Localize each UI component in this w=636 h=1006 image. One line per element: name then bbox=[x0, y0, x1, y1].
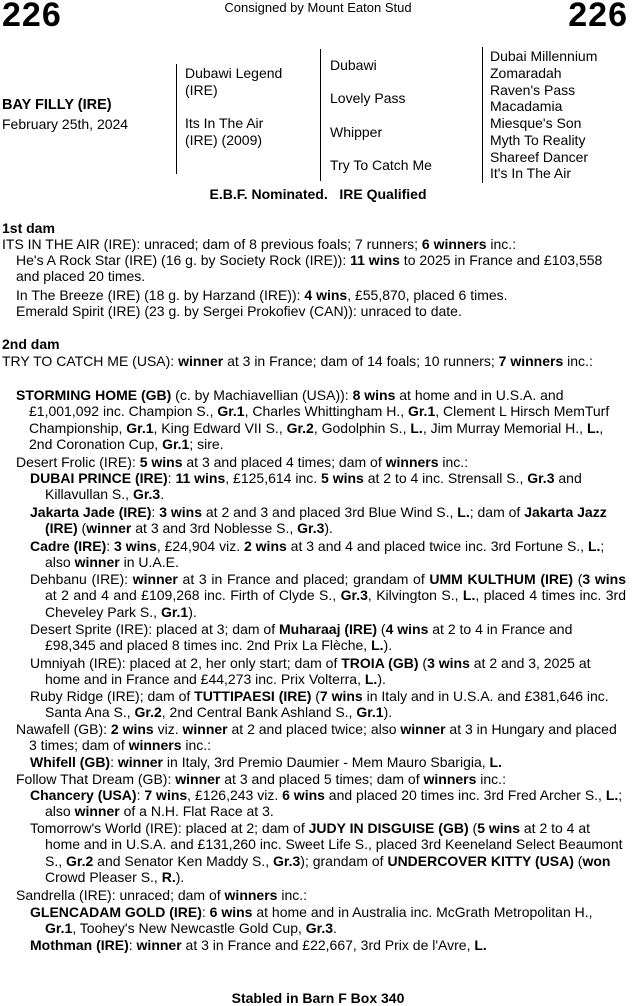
pedigree-gen3-2: Zomaradah bbox=[490, 65, 562, 81]
second-dam-para: Tomorrow's World (IRE): placed at 2; dam of JUDY IN DISGUISE (GB) (5 wins at 2 to 4 at home and in U.S.A. and £131,260 inc. Sweet Life S., placed 3rd Keeneland Select Beaumont S., Gr.2 and Senator Ken Maddy S., Gr.3); grandam of UNDERCOVER KITTY (USA) (won Crowd Pleaser S., R.). bbox=[30, 820, 623, 886]
pedigree-gen3-3: Raven's Pass bbox=[490, 82, 576, 98]
first-dam-title: 1st dam bbox=[2, 220, 55, 236]
lot-number-left: 226 bbox=[2, 0, 62, 34]
second-dam-para: Cadre (IRE): 3 wins, £24,904 viz. 2 wins at 3 and 4 and placed twice inc. 3rd Fortune S., L.; also winner in U.A.E. bbox=[30, 538, 605, 571]
pedigree-gen3-6: Myth To Reality bbox=[490, 132, 586, 148]
second-dam-para: Mothman (IRE): winner at 3 in France and £22,667, 3rd Prix de l'Avre, L. bbox=[30, 937, 487, 953]
pedigree-gen2-1: Dubawi bbox=[330, 57, 377, 73]
second-dam-para: GLENCADAM GOLD (IRE): 6 wins at home and in Australia inc. McGrath Metropolitan H., Gr.1, Toohey's New Newcastle Gold Cup, Gr.3. bbox=[30, 904, 593, 937]
second-dam-para: TRY TO CATCH ME (USA): winner at 3 in France; dam of 14 foals; 10 runners; 7 winners inc.: bbox=[2, 353, 593, 369]
first-dam-para: ITS IN THE AIR (IRE): unraced; dam of 8 previous foals; 7 runners; 6 winners inc.: bbox=[2, 236, 517, 252]
pedigree-gen2-4: Try To Catch Me bbox=[330, 157, 432, 173]
pedigree-gen3-1: Dubai Millennium bbox=[490, 48, 598, 64]
second-dam-para: Umniyah (IRE): placed at 2, her only start; dam of TROIA (GB) (3 wins at 2 and 3, 2025 at home and in France and £44,273 inc. Prix Volterra, L.). bbox=[30, 655, 591, 688]
pedigree-gen2-2: Lovely Pass bbox=[330, 90, 406, 106]
second-dam-para: Ruby Ridge (IRE); dam of TUTTIPAESI (IRE) (7 wins in Italy and in U.S.A. and £381,646 inc. Santa Ana S., Gr.2, 2nd Central Bank Ashland S., Gr.1). bbox=[30, 688, 609, 721]
pedigree-gen3-4: Macadamia bbox=[490, 98, 563, 114]
first-dam-para: In The Breeze (IRE) (18 g. by Harzand (IRE)): 4 wins, £55,870, placed 6 times. bbox=[16, 287, 508, 303]
pedigree-divider-3 bbox=[482, 47, 483, 183]
second-dam-para: Sandrella (IRE): unraced; dam of winners inc.: bbox=[16, 887, 308, 903]
second-dam-para: Dehbanu (IRE): winner at 3 in France and placed; grandam of UMM KULTHUM (IRE) (3 wins at 2 and 4 and £109,268 inc. Firth of Clyde S., Gr.3, Kilvington S., L., placed 4 times inc. 3rd Cheveley Park S., Gr.1). bbox=[30, 571, 626, 620]
second-dam-para: Follow That Dream (GB): winner at 3 and placed 5 times; dam of winners inc.: bbox=[16, 771, 506, 787]
pedigree-gen2-3: Whipper bbox=[330, 124, 383, 140]
pedigree-gen3-7: Shareef Dancer bbox=[490, 149, 589, 165]
pedigree-divider-1 bbox=[176, 64, 177, 174]
lot-number-right: 226 bbox=[568, 0, 628, 34]
pedigree-dam: Its In The Air (IRE) (2009) bbox=[185, 115, 264, 148]
pedigree-gen3-8: It's In The Air bbox=[490, 165, 572, 181]
second-dam-para: Desert Frolic (IRE): 5 wins at 3 and placed 4 times; dam of winners inc.: bbox=[16, 454, 469, 470]
first-dam-para: Emerald Spirit (IRE) (23 g. by Sergei Prokofiev (CAN)): unraced to date. bbox=[16, 303, 462, 319]
consignor: Consigned by Mount Eaton Stud bbox=[224, 0, 412, 15]
second-dam-title: 2nd dam bbox=[2, 336, 60, 352]
pedigree-sire: Dubawi Legend (IRE) bbox=[185, 65, 283, 98]
pedigree-gen3-5: Miesque's Son bbox=[490, 115, 582, 131]
first-dam-para: He's A Rock Star (IRE) (16 g. by Society Rock (IRE)): 11 wins to 2025 in France and £103,558 and placed 20 times. bbox=[16, 252, 603, 285]
second-dam-para: Nawafell (GB): 2 wins viz. winner at 2 and placed twice; also winner at 3 in Hungary and placed 3 times; dam of winners inc.: bbox=[16, 721, 617, 754]
second-dam-para: Jakarta Jade (IRE): 3 wins at 2 and 3 and placed 3rd Blue Wind S., L.; dam of Jakarta Jazz (IRE) (winner at 3 and 3rd Noblesse S., Gr.3). bbox=[30, 504, 607, 537]
foal-date: February 25th, 2024 bbox=[2, 116, 129, 132]
nomination-status: E.B.F. Nominated. IRE Qualified bbox=[209, 186, 427, 202]
pedigree-divider-2 bbox=[320, 49, 321, 181]
stable-location: Stabled in Barn F Box 340 bbox=[231, 990, 405, 1006]
second-dam-para: Desert Sprite (IRE): placed at 3; dam of Muharaaj (IRE) (4 wins at 2 to 4 in France and £98,345 and placed 8 times inc. 2nd Prix La Flèche, L.). bbox=[30, 621, 573, 654]
second-dam-para: Whifell (GB): winner in Italy, 3rd Premio Daumier - Mem Mauro Sbarigia, L. bbox=[30, 754, 502, 770]
second-dam-para: Chancery (USA): 7 wins, £126,243 viz. 6 wins and placed 20 times inc. 3rd Fred Archer S., L.; also winner of a N.H. Flat Race at 3. bbox=[30, 787, 623, 820]
second-dam-para: STORMING HOME (GB) (c. by Machiavellian (USA)): 8 wins at home and in U.S.A. and £1,001,092 inc. Champion S., Gr.1, Charles Whittingham H., Gr.1, Clement L Hirsch MemTurf Championship, Gr.1, King Edward VII S., Gr.2, Godolphin S., L., Jim Murray Memorial H., L., 2nd Coronation Cup, Gr.1; sire. bbox=[16, 387, 610, 453]
second-dam-para: DUBAI PRINCE (IRE): 11 wins, £125,614 inc. 5 wins at 2 to 4 inc. Strensall S., Gr.3 and Killavullan S., Gr.3. bbox=[30, 470, 582, 503]
horse-name: BAY FILLY (IRE) bbox=[2, 97, 112, 113]
